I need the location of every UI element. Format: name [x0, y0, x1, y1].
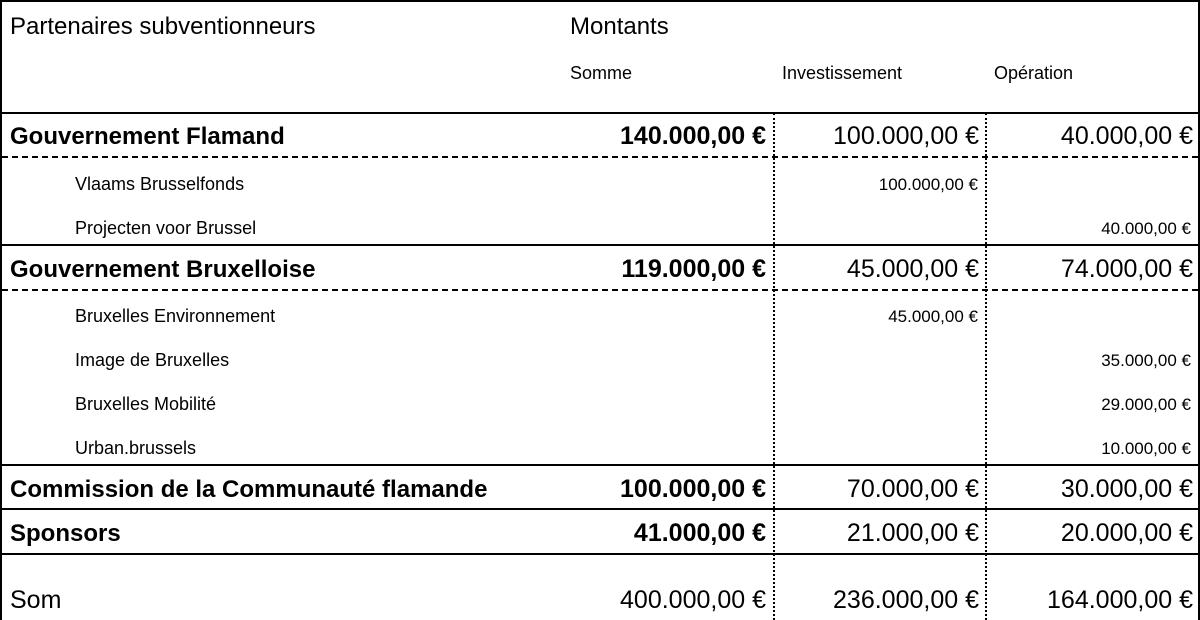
group-divider	[0, 244, 1200, 246]
column-separator	[985, 113, 987, 620]
col-header-investment: Investissement	[782, 63, 903, 83]
group-investment: 70.000,00 €	[846, 475, 979, 503]
group-sum: 100.000,00 €	[620, 475, 766, 503]
subsidy-item-operation: 29.000,00 €	[1101, 395, 1191, 414]
subsidy-item-name: Bruxelles Environnement	[75, 306, 276, 326]
subsidy-item-operation: 10.000,00 €	[1101, 439, 1191, 458]
group-investment: 45.000,00 €	[846, 255, 979, 283]
group-divider	[0, 464, 1200, 466]
subsidy-item-operation: 40.000,00 €	[1101, 219, 1191, 238]
total-sum: 400.000,00 €	[620, 586, 766, 614]
total-label: Som	[10, 586, 62, 614]
group-name: Commission de la Communauté flamande	[10, 476, 488, 503]
table-border-top	[0, 0, 1200, 2]
col-header-operation: Opération	[994, 63, 1074, 83]
subsidy-item-name: Urban.brussels	[75, 438, 197, 458]
header-divider	[0, 112, 1200, 114]
group-sum: 41.000,00 €	[633, 519, 766, 547]
table-border-left	[0, 0, 2, 620]
col-header-sum: Somme	[570, 63, 633, 83]
group-investment: 100.000,00 €	[833, 122, 979, 150]
subsidy-item-name: Projecten voor Brussel	[75, 218, 257, 238]
group-name: Gouvernement Flamand	[10, 123, 285, 150]
subsidy-item-name: Vlaams Brusselfonds	[75, 174, 245, 194]
subsidy-item-investment: 45.000,00 €	[888, 307, 978, 326]
subsidy-item-name: Image de Bruxelles	[75, 350, 230, 370]
total-divider	[0, 553, 1200, 555]
subsidy-item-name: Bruxelles Mobilité	[75, 394, 217, 414]
group-sum: 140.000,00 €	[620, 122, 766, 150]
group-operation: 30.000,00 €	[1060, 475, 1193, 503]
total-investment: 236.000,00 €	[833, 586, 979, 614]
group-divider	[0, 508, 1200, 510]
total-operation: 164.000,00 €	[1047, 586, 1193, 614]
amounts-header: Montants	[570, 13, 669, 40]
group-dashed-divider	[2, 156, 1198, 158]
subsidy-item-investment: 100.000,00 €	[878, 175, 978, 194]
group-operation: 74.000,00 €	[1060, 255, 1193, 283]
partners-header: Partenaires subventionneurs	[10, 13, 316, 40]
subsidy-item-operation: 35.000,00 €	[1101, 351, 1191, 370]
group-name: Gouvernement Bruxelloise	[10, 256, 316, 283]
group-name: Sponsors	[10, 520, 121, 547]
group-investment: 21.000,00 €	[846, 519, 979, 547]
group-sum: 119.000,00 €	[621, 255, 766, 283]
group-operation: 20.000,00 €	[1060, 519, 1193, 547]
group-operation: 40.000,00 €	[1060, 122, 1193, 150]
group-dashed-divider	[2, 289, 1198, 291]
